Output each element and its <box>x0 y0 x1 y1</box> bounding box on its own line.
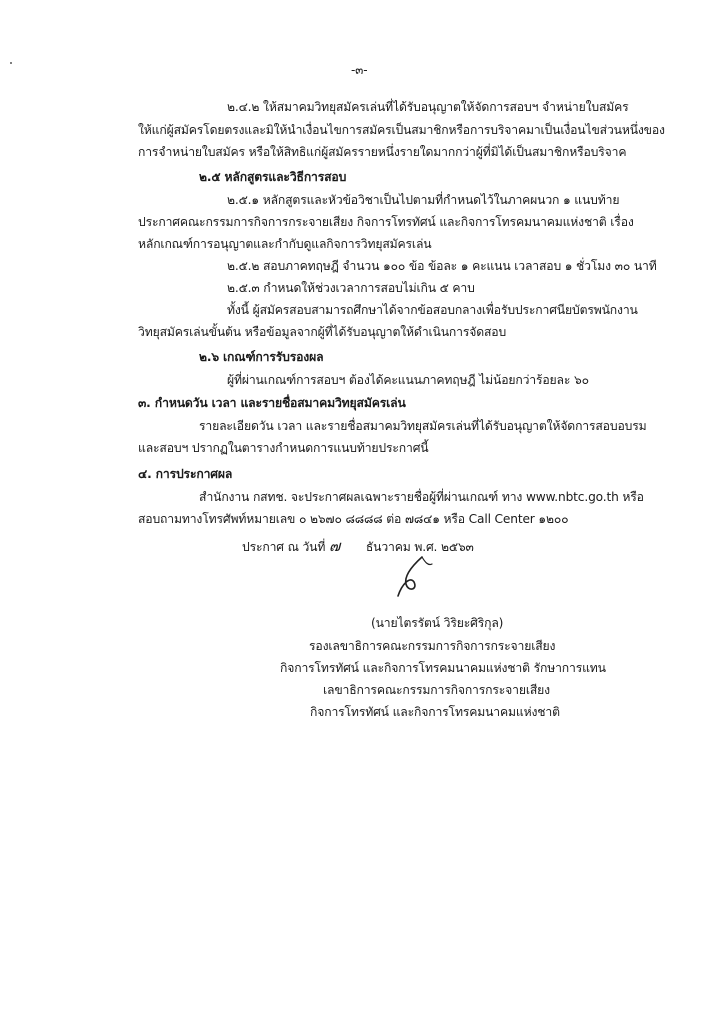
section-4-line-2: สอบถามทางโทรศัพท์หมายเลข ๐ ๒๖๗๐ ๘๘๘๘ ต่อ ๗๘๔๑ หรือ Call Center ๑๒๐๐ <box>138 512 569 526</box>
section-3-line-2: และสอบฯ ปรากฏในตารางกำหนดการแนบท้ายประกาศนี้ <box>138 441 429 455</box>
signatory-name: (นายไตรรัตน์ วิริยะศิริกุล) <box>371 616 504 630</box>
clause-2-5-3: ๒.๕.๓ กำหนดให้ช่วงเวลาการสอบไม่เกิน ๕ คาบ <box>227 281 475 295</box>
handwritten-day: ๗ <box>329 537 341 555</box>
clause-2-4-2-line-3: การจำหน่ายใบสมัคร หรือให้สิทธิแก่ผู้สมัครรายหนึ่งรายใดมากกว่าผู้ที่มิได้เป็นสมาชิกหรือบริจาค <box>138 145 627 159</box>
heading-2-6: ๒.๖ เกณฑ์การรับรองผล <box>199 350 324 364</box>
clause-2-6-text: ผู้ที่ผ่านเกณฑ์การสอบฯ ต้องได้คะแนนภาคทฤษฎี ไม่น้อยกว่าร้อยละ ๖๐ <box>227 373 589 387</box>
clause-2-4-2-line-1: ๒.๔.๒ ให้สมาคมวิทยุสมัครเล่นที่ได้รับอนุญาตให้จัดการสอบฯ จำหน่ายใบสมัคร <box>227 100 629 114</box>
heading-4: ๔. การประกาศผล <box>138 467 233 481</box>
announcement-date <box>242 538 474 555</box>
signatory-title-2: กิจการโทรทัศน์ และกิจการโทรคมนาคมแห่งชาติ รักษาการแทน <box>280 661 606 675</box>
note-line-2: วิทยุสมัครเล่นขั้นต้น หรือข้อมูลจากผู้ที่ได้รับอนุญาตให้ดำเนินการจัดสอบ <box>138 325 507 339</box>
announcement-suffix: ธันวาคม พ.ศ. ๒๕๖๓ <box>365 540 474 554</box>
clause-2-5-1-line-1: ๒.๕.๑ หลักสูตรและหัวข้อวิชาเป็นไปตามที่กำหนดไว้ในภาคผนวก ๑ แนบท้าย <box>227 193 620 207</box>
heading-3: ๓. กำหนดวัน เวลา และรายชื่อสมาคมวิทยุสมัครเล่น <box>138 396 406 410</box>
heading-2-5: ๒.๕ หลักสูตรและวิธีการสอบ <box>199 170 347 184</box>
section-4-line-1: สำนักงาน กสทช. จะประกาศผลเฉพาะรายชื่อผู้ที่ผ่านเกณฑ์ ทาง www.nbtc.go.th หรือ <box>199 490 644 504</box>
signatory-title-1: รองเลขาธิการคณะกรรมการกิจการกระจายเสียง <box>309 639 556 653</box>
signatory-title-3: เลขาธิการคณะกรรมการกิจการกระจายเสียง <box>323 683 550 697</box>
note-line-1: ทั้งนี้ ผู้สมัครสอบสามารถศึกษาได้จากข้อสอบกลางเพื่อรับประกาศนียบัตรพนักงาน <box>227 303 638 317</box>
clause-2-5-1-line-2: ประกาศคณะกรรมการกิจการกระจายเสียง กิจการโทรทัศน์ และกิจการโทรคมนาคมแห่งชาติ เรื่อง <box>138 215 634 229</box>
scan-speck <box>10 62 12 64</box>
clause-2-5-2: ๒.๕.๒ สอบภาคทฤษฎี จำนวน ๑๐๐ ข้อ ข้อละ ๑ คะแนน เวลาสอบ ๑ ชั่วโมง ๓๐ นาที <box>227 259 657 273</box>
clause-2-5-1-line-3: หลักเกณฑ์การอนุญาตและกำกับดูแลกิจการวิทยุสมัครเล่น <box>138 237 432 251</box>
page-number: -๓- <box>351 63 368 77</box>
signature-image <box>392 554 448 602</box>
announcement-prefix: ประกาศ ณ วันที่ <box>242 540 326 554</box>
section-3-line-1: รายละเอียดวัน เวลา และรายชื่อสมาคมวิทยุสมัครเล่นที่ได้รับอนุญาตให้จัดการสอบอบรม <box>199 419 647 433</box>
clause-2-4-2-line-2: ให้แก่ผู้สมัครโดยตรงและมิให้นำเงื่อนไขการสมัครเป็นสมาชิกหรือการบริจาคมาเป็นเงื่อนไขส่วนหนึ่งของ <box>138 123 665 137</box>
signatory-title-4: กิจการโทรทัศน์ และกิจการโทรคมนาคมแห่งชาติ <box>310 705 560 719</box>
